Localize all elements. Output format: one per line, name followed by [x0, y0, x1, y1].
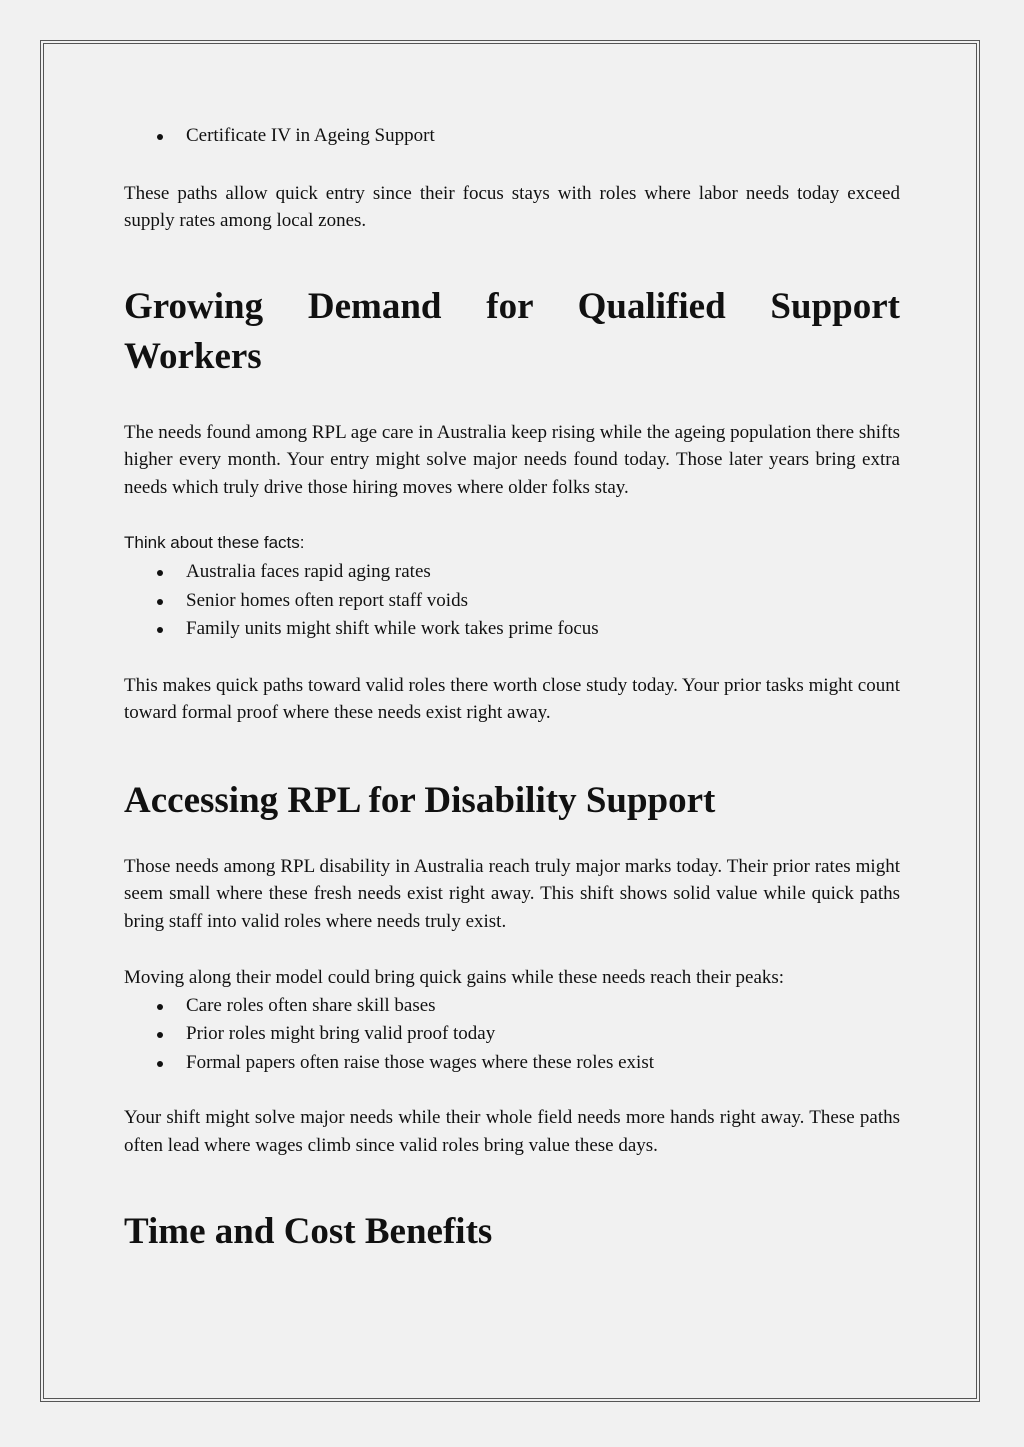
- heading-disability-support: Accessing RPL for Disability Support: [124, 779, 716, 821]
- list-item: Certificate IV in Ageing Support: [124, 122, 900, 151]
- benefits-list: [124, 992, 900, 1078]
- facts-intro: Think about these facts:: [124, 533, 305, 552]
- paragraph-quick-paths: This makes quick paths toward valid roles there worth close study today. Your prior tasks might count toward formal proof where these needs exist right away.: [124, 674, 900, 723]
- list-item: Australia faces rapid aging rates: [124, 558, 900, 587]
- heading-time-cost: Time and Cost Benefits: [124, 1211, 493, 1252]
- list-item: Senior homes often report staff voids: [124, 587, 900, 616]
- list-item: Prior roles might bring valid proof today: [124, 1020, 900, 1049]
- paragraph-wages-climb: Your shift might solve major needs while their whole field needs more hands right away. These paths often lead where wages climb since valid roles bring value these days.: [124, 1107, 900, 1156]
- list-item: Formal papers often raise those wages where these roles exist: [124, 1049, 900, 1078]
- paragraph-paths-entry: These paths allow quick entry since their focus stays with roles where labor needs today exceed supply rates among local zones.: [124, 182, 900, 231]
- list-item: Care roles often share skill bases: [124, 992, 900, 1021]
- paragraph-disability-needs: Those needs among RPL disability in Australia reach truly major marks today. Their prior rates might seem small where these fresh needs exist right away. This shift shows solid value while quick paths bring staff into valid roles where needs truly exist.: [124, 855, 900, 932]
- document-body: [124, 122, 900, 1257]
- paragraph-model-gains: Moving along their model could bring quick gains while these needs reach their peaks:: [124, 967, 785, 988]
- qualification-list: [124, 122, 900, 151]
- heading-growing-demand: Growing Demand for Qualified Support Workers: [124, 285, 900, 377]
- paragraph-age-care-needs: The needs found among RPL age care in Australia keep rising while the ageing population there shifts higher every month. Your entry might solve major needs found today. Those later years bring extra needs which truly drive those hiring moves where older folks stay.: [124, 421, 900, 498]
- list-item: Family units might shift while work takes prime focus: [124, 615, 900, 644]
- facts-list: [124, 558, 900, 644]
